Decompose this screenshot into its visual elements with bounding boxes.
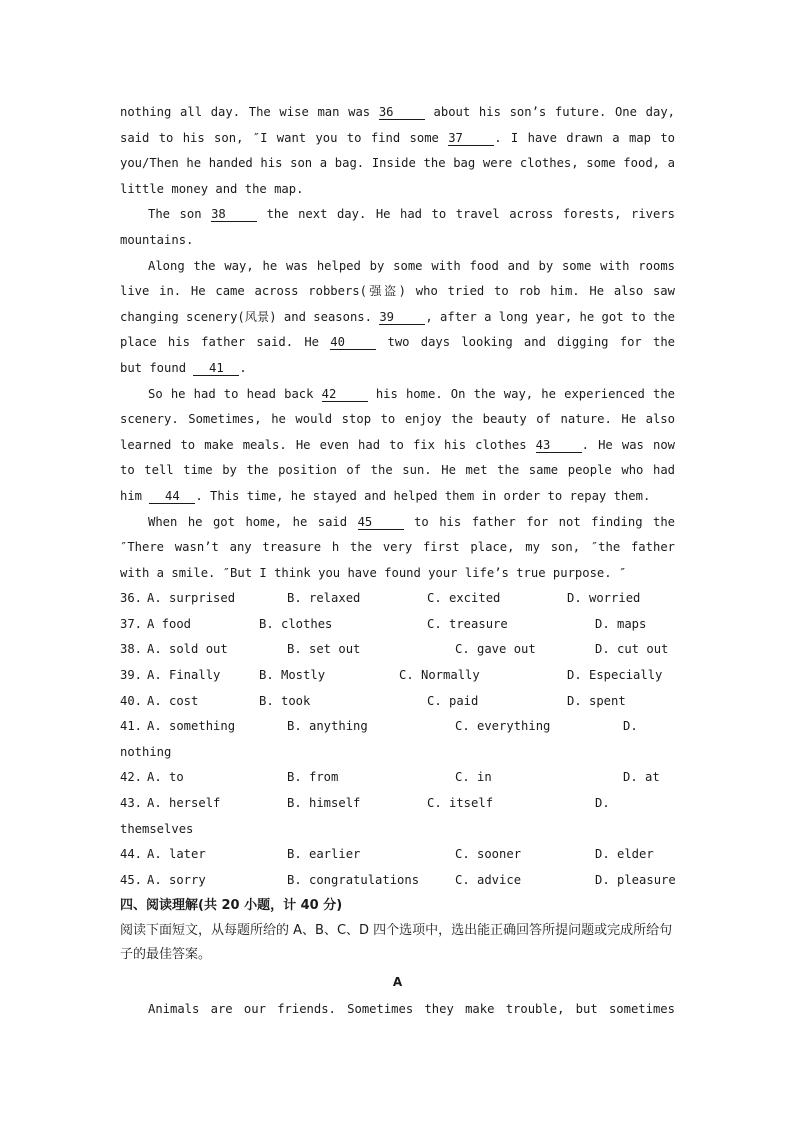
passage-line: said to his son, ″I want you to find some 37 . I have drawn a map to bbox=[120, 130, 675, 145]
passage-line: but found 41 . bbox=[120, 360, 247, 375]
question-37 bbox=[120, 612, 675, 638]
option-a: A food bbox=[147, 616, 192, 631]
option-b: B. set out bbox=[287, 642, 361, 657]
option-c: C. advice bbox=[455, 872, 522, 887]
passage-label: A bbox=[392, 975, 403, 990]
option-c: C. treasure bbox=[427, 616, 508, 631]
question-41 bbox=[120, 714, 675, 740]
option-d: D. bbox=[623, 719, 638, 734]
question-number: 41. bbox=[120, 719, 143, 734]
option-d-wrap: nothing bbox=[120, 744, 172, 759]
question-number: 37. bbox=[120, 616, 143, 631]
question-number: 45. bbox=[120, 872, 143, 887]
exam-page bbox=[120, 100, 675, 1023]
passage-line: The son 38 the next day. He had to travel across forests, rivers bbox=[148, 207, 675, 222]
question-number: 42. bbox=[120, 770, 143, 785]
passage-line: you/Then he handed his son a bag. Inside the bag were clothes, some food, a bbox=[120, 156, 675, 171]
option-a: A. sorry bbox=[147, 872, 206, 887]
option-a: A. to bbox=[147, 770, 184, 785]
option-d: D. at bbox=[623, 770, 660, 785]
blank-39: 39 bbox=[379, 310, 425, 325]
blank-37: 37 bbox=[448, 131, 494, 146]
question-number: 36. bbox=[120, 591, 143, 606]
option-c: C. gave out bbox=[455, 642, 536, 657]
passage-line: live in. He came across robbers(强盗) who tried to rob him. He also saw bbox=[120, 284, 675, 299]
blank-42: 42 bbox=[322, 387, 368, 402]
question-38 bbox=[120, 637, 675, 663]
passage-line: place his father said. He 40 two days looking and digging for the bbox=[120, 335, 675, 350]
question-42 bbox=[120, 765, 675, 791]
blank-45: 45 bbox=[358, 515, 404, 530]
question-number: 40. bbox=[120, 693, 143, 708]
passage-line: ″There wasn’t any treasure h the very first place, my son, ″the father bbox=[120, 540, 675, 555]
question-40 bbox=[120, 689, 675, 715]
section-heading: 四、阅读理解(共 20 小题，计 40 分) bbox=[120, 898, 343, 914]
option-b: B. from bbox=[287, 770, 339, 785]
option-a: A. surprised bbox=[147, 591, 236, 606]
blank-44: 44 bbox=[149, 489, 195, 504]
option-d: D. pleasure bbox=[595, 872, 676, 887]
question-number: 43. bbox=[120, 796, 143, 811]
passage-line: So he had to head back 42 his home. On the way, he experienced the bbox=[148, 386, 675, 401]
option-d: D. bbox=[595, 796, 610, 811]
passage-line: nothing all day. The wise man was 36 about his son’s future. One day, bbox=[120, 105, 675, 119]
option-b: B. himself bbox=[287, 796, 361, 811]
option-c: C. itself bbox=[427, 796, 494, 811]
option-c: C. Normally bbox=[399, 668, 480, 683]
passage-line: Along the way, he was helped by some with food and by some with rooms bbox=[148, 258, 675, 273]
question-36 bbox=[120, 586, 675, 612]
section-instruction: 阅读下面短文，从每题所给的 A、B、C、D 四个选项中，选出能正确回答所提问题或完成所给句子的最佳答案。 bbox=[120, 923, 673, 963]
option-d: D. cut out bbox=[595, 642, 669, 657]
option-d: D. Especially bbox=[567, 668, 663, 683]
option-b: B. took bbox=[259, 693, 311, 708]
question-number: 38. bbox=[120, 642, 143, 657]
option-d-wrap: themselves bbox=[120, 821, 194, 836]
passage-line: Animals are our friends. Sometimes they make trouble, but sometimes bbox=[148, 1002, 675, 1017]
blank-38: 38 bbox=[211, 207, 257, 222]
question-44 bbox=[120, 842, 675, 868]
passage-line: mountains. bbox=[120, 232, 194, 247]
option-a: A. herself bbox=[147, 796, 221, 811]
passage-line: learned to make meals. He even had to fix his clothes 43 . He was now bbox=[120, 437, 675, 452]
option-c: C. everything bbox=[455, 719, 551, 734]
option-d: D. worried bbox=[567, 591, 641, 606]
option-c: C. sooner bbox=[455, 847, 522, 862]
option-c: C. paid bbox=[427, 693, 479, 708]
option-b: B. Mostly bbox=[259, 668, 326, 683]
option-a: A. later bbox=[147, 847, 206, 862]
passage-line: scenery. Sometimes, he would stop to enjoy the beauty of nature. He also bbox=[120, 412, 675, 427]
option-b: B. earlier bbox=[287, 847, 361, 862]
option-c: C. in bbox=[455, 770, 492, 785]
passage-line: little money and the map. bbox=[120, 181, 304, 196]
option-d: D. maps bbox=[595, 616, 647, 631]
question-43 bbox=[120, 791, 675, 817]
option-c: C. excited bbox=[427, 591, 501, 606]
blank-41: 41 bbox=[193, 361, 239, 376]
option-a: A. something bbox=[147, 719, 236, 734]
question-number: 44. bbox=[120, 847, 143, 862]
question-45 bbox=[120, 868, 675, 894]
option-b: B. congratulations bbox=[287, 872, 420, 887]
option-a: A. Finally bbox=[147, 668, 221, 683]
option-a: A. cost bbox=[147, 693, 199, 708]
option-b: B. relaxed bbox=[287, 591, 361, 606]
passage-line: changing scenery(风景) and seasons. 39 , after a long year, he got to the bbox=[120, 309, 675, 324]
passage-line: with a smile. ″But I think you have found your life’s true purpose. ″ bbox=[120, 565, 627, 580]
blank-43: 43 bbox=[536, 438, 582, 453]
option-b: B. anything bbox=[287, 719, 368, 734]
question-39 bbox=[120, 663, 675, 689]
option-a: A. sold out bbox=[147, 642, 228, 657]
option-d: D. elder bbox=[595, 847, 654, 862]
blank-36: 36 bbox=[379, 105, 425, 120]
passage-line: him 44 . This time, he stayed and helped them in order to repay them. bbox=[120, 488, 651, 503]
question-number: 39. bbox=[120, 668, 143, 683]
option-b: B. clothes bbox=[259, 616, 333, 631]
option-d: D. spent bbox=[567, 693, 626, 708]
passage-line: When he got home, he said 45 to his father for not finding the bbox=[148, 514, 675, 529]
blank-40: 40 bbox=[330, 335, 376, 350]
passage-line: to tell time by the position of the sun. He met the same people who had bbox=[120, 463, 675, 478]
